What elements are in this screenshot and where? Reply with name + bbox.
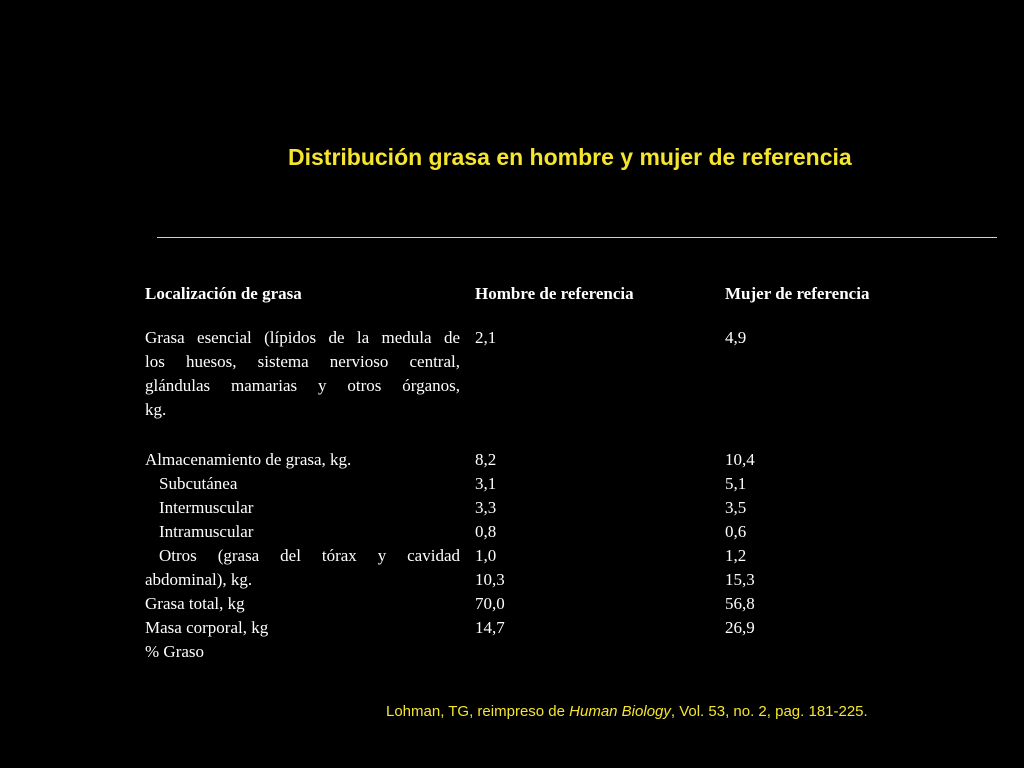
female-value: 56,8 bbox=[725, 594, 755, 613]
storage-label-line: Intramuscular bbox=[159, 522, 254, 541]
female-value: 26,9 bbox=[725, 618, 755, 637]
female-value: 10,4 bbox=[725, 450, 755, 469]
storage-fat-labels bbox=[145, 448, 460, 664]
storage-fat-male-values bbox=[460, 448, 725, 664]
female-value: 5,1 bbox=[725, 474, 747, 493]
slide-title: Distribución grasa en hombre y mujer de referencia bbox=[288, 144, 852, 170]
citation-suffix: , Vol. 53, no. 2, pag. 181-225. bbox=[670, 703, 868, 720]
storage-label-line: abdominal), kg. bbox=[145, 570, 253, 589]
citation-prefix: Lohman, TG, reimpreso de bbox=[386, 703, 570, 720]
male-value: 3,1 bbox=[475, 474, 497, 493]
storage-label-line: Subcutánea bbox=[159, 474, 238, 493]
male-value: 1,0 bbox=[475, 546, 497, 565]
male-value: 8,2 bbox=[475, 450, 497, 469]
title-divider bbox=[157, 237, 997, 238]
header-female: Mujer de referencia bbox=[725, 284, 870, 303]
storage-fat-female-values bbox=[725, 448, 975, 664]
storage-label-line: Masa corporal, kg bbox=[145, 618, 269, 637]
male-value: 0,8 bbox=[475, 522, 497, 541]
essential-label-line: glándulas mamarias y otros órganos, bbox=[145, 376, 460, 395]
essential-fat-male: 2,1 bbox=[475, 328, 497, 347]
storage-label-line: Otros (grasa del tórax y cavidad bbox=[159, 546, 460, 565]
female-value: 15,3 bbox=[725, 570, 755, 589]
male-value: 3,3 bbox=[475, 498, 497, 517]
male-value: 10,3 bbox=[475, 570, 505, 589]
citation-journal: Human Biology bbox=[569, 703, 671, 720]
essential-label-line: Grasa esencial (lípidos de la medula de bbox=[145, 328, 460, 347]
essential-fat-label bbox=[145, 326, 460, 422]
fat-distribution-table bbox=[145, 282, 975, 664]
storage-label-line: % Graso bbox=[145, 642, 205, 661]
essential-fat-female: 4,9 bbox=[725, 328, 747, 347]
table-header-row bbox=[145, 282, 975, 306]
table-row-storage-fat bbox=[145, 448, 975, 664]
female-value: 3,5 bbox=[725, 498, 747, 517]
header-male: Hombre de referencia bbox=[475, 284, 634, 303]
essential-label-line: los huesos, sistema nervioso central, bbox=[145, 352, 460, 371]
source-citation bbox=[386, 703, 868, 720]
storage-label-line: Almacenamiento de grasa, kg. bbox=[145, 450, 352, 469]
male-value: 14,7 bbox=[475, 618, 505, 637]
header-location: Localización de grasa bbox=[145, 284, 302, 303]
storage-label-line: Grasa total, kg bbox=[145, 594, 245, 613]
female-value: 0,6 bbox=[725, 522, 747, 541]
male-value: 70,0 bbox=[475, 594, 505, 613]
table-row-essential-fat bbox=[145, 326, 975, 422]
storage-label-line: Intermuscular bbox=[159, 498, 254, 517]
female-value: 1,2 bbox=[725, 546, 747, 565]
essential-label-line: kg. bbox=[145, 400, 167, 419]
